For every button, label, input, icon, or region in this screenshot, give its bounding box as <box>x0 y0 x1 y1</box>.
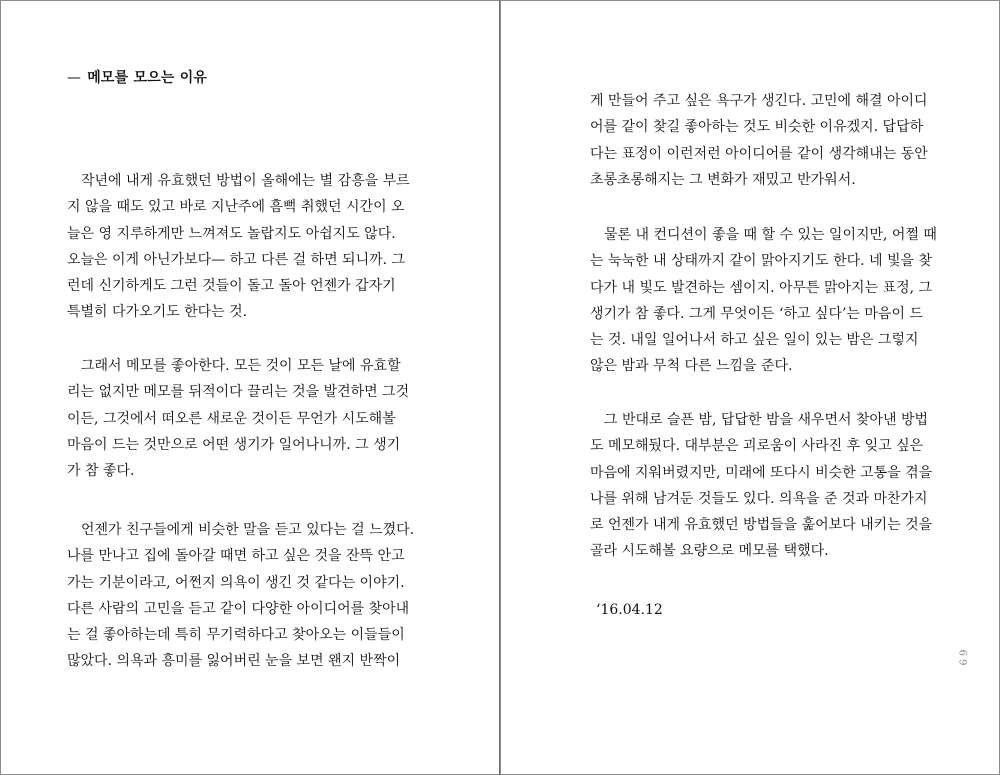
text-line: 다가 내 빛도 발견하는 셈이지. 아무튼 맑아지는 표정, 그 <box>590 279 933 296</box>
text-line: 그 반대로 슬픈 밤, 답답한 밤을 새우면서 찾아낸 방법 <box>604 412 929 428</box>
text-line: 게 만들어 주고 싶은 욕구가 생긴다. 고민에 해결 아이디 <box>590 93 928 109</box>
text-line: 많았다. 의욕과 흥미를 잃어버린 눈을 보면 왠지 반짝이 <box>67 653 401 670</box>
text-line: 런데 신기하게도 그런 것들이 돌고 돌아 언젠가 갑자기 <box>67 278 396 295</box>
text-line: 지 않을 때도 있고 바로 지난주에 흠뻑 취했던 시간이 오 <box>67 199 405 216</box>
text-line: 오늘은 이게 아닌가보다— 하고 다른 걸 하면 되니까. 그 <box>67 251 406 268</box>
left-paragraph-1 <box>67 168 410 326</box>
text-line: 이든, 그것에서 떠오른 새로운 것이든 무언가 시도해볼 <box>67 410 396 427</box>
left-paragraph-3 <box>67 517 414 675</box>
text-line: 않은 밤과 무척 다른 느낌을 준다. <box>590 358 793 375</box>
text-line: 가는 기분이라고, 어쩐지 의욕이 생긴 것 같다는 이야기. <box>67 574 405 591</box>
text-line: 나를 만나고 집에 돌아갈 때면 하고 싶은 것을 잔뜩 안고 <box>67 548 405 565</box>
text-line: 초롱초롱해지는 그 변화가 재밌고 반가워서. <box>590 171 856 188</box>
title-dash: — <box>67 70 82 86</box>
page-number: 6 9 <box>956 649 968 666</box>
text-line: 다는 표정이 이런저런 아이디어를 같이 생각해내는 동안 <box>590 145 928 162</box>
text-line: 그래서 메모를 좋아한다. 모든 것이 모든 날에 유효할 <box>81 358 401 374</box>
text-line: 다른 사람의 고민을 듣고 같이 다양한 아이디어를 찾아내 <box>67 600 410 617</box>
text-line: 가 참 좋다. <box>67 463 135 480</box>
text-line: 특별히 다가오기도 한다는 것. <box>67 304 248 321</box>
chapter-title <box>67 67 207 87</box>
text-line: 언젠가 친구들에게 비슷한 말을 듣고 있다는 걸 느꼈다. <box>81 522 415 538</box>
right-page <box>500 0 1000 775</box>
right-paragraph-2 <box>590 222 937 380</box>
right-paragraph-3 <box>590 407 932 565</box>
text-line: 마음에 지워버렸지만, 미래에 또다시 비슷한 고통을 겪을 <box>590 464 933 481</box>
text-line: 도 메모해뒀다. 대부분은 괴로움이 사라진 후 잊고 싶은 <box>590 438 924 455</box>
title-text: 메모를 모으는 이유 <box>87 70 208 86</box>
text-line: 물론 내 컨디션이 좋을 때 할 수 있는 일이지만, 어쩔 때 <box>604 227 937 243</box>
text-line: 나를 위해 남겨둔 것들도 있다. 의욕을 준 것과 마찬가지 <box>590 490 928 507</box>
left-paragraph-2 <box>67 353 409 484</box>
text-line: 는 걸 좋아하는데 특히 무기력하다고 찾아오는 이들들이 <box>67 627 405 644</box>
entry-date: ‘16.04.12 <box>596 602 663 618</box>
text-line: 는 눅눅한 내 상태까지 같이 맑아지기도 한다. 네 빛을 찾 <box>590 253 933 270</box>
text-line: 어를 같이 찾길 좋아하는 것도 비슷한 이유겠지. 답답하 <box>590 119 924 136</box>
text-line: 리는 없지만 메모를 뒤적이다 끌리는 것을 발견하면 그것 <box>67 384 410 401</box>
text-line: 골라 시도해볼 요량으로 메모를 택했다. <box>590 543 829 560</box>
text-line: 마음이 드는 것만으로 어떤 생기가 일어나니까. 그 생기 <box>67 436 401 453</box>
text-line: 는 것. 내일 일어나서 하고 싶은 일이 있는 밤은 그렇지 <box>590 332 919 349</box>
text-line: 생기가 참 좋다. 그게 무엇이든 ‘하고 싶다’는 마음이 드 <box>590 305 923 322</box>
text-line: 늘은 영 지루하게만 느껴져도 놀랍지도 아쉽지도 않다. <box>67 225 396 242</box>
right-paragraph-1 <box>590 88 928 193</box>
text-line: 작년에 내게 유효했던 방법이 올해에는 별 감흥을 부르 <box>81 173 410 189</box>
text-line: 로 언젠가 내게 유효했던 방법들을 훑어보다 내키는 것을 <box>590 517 933 534</box>
